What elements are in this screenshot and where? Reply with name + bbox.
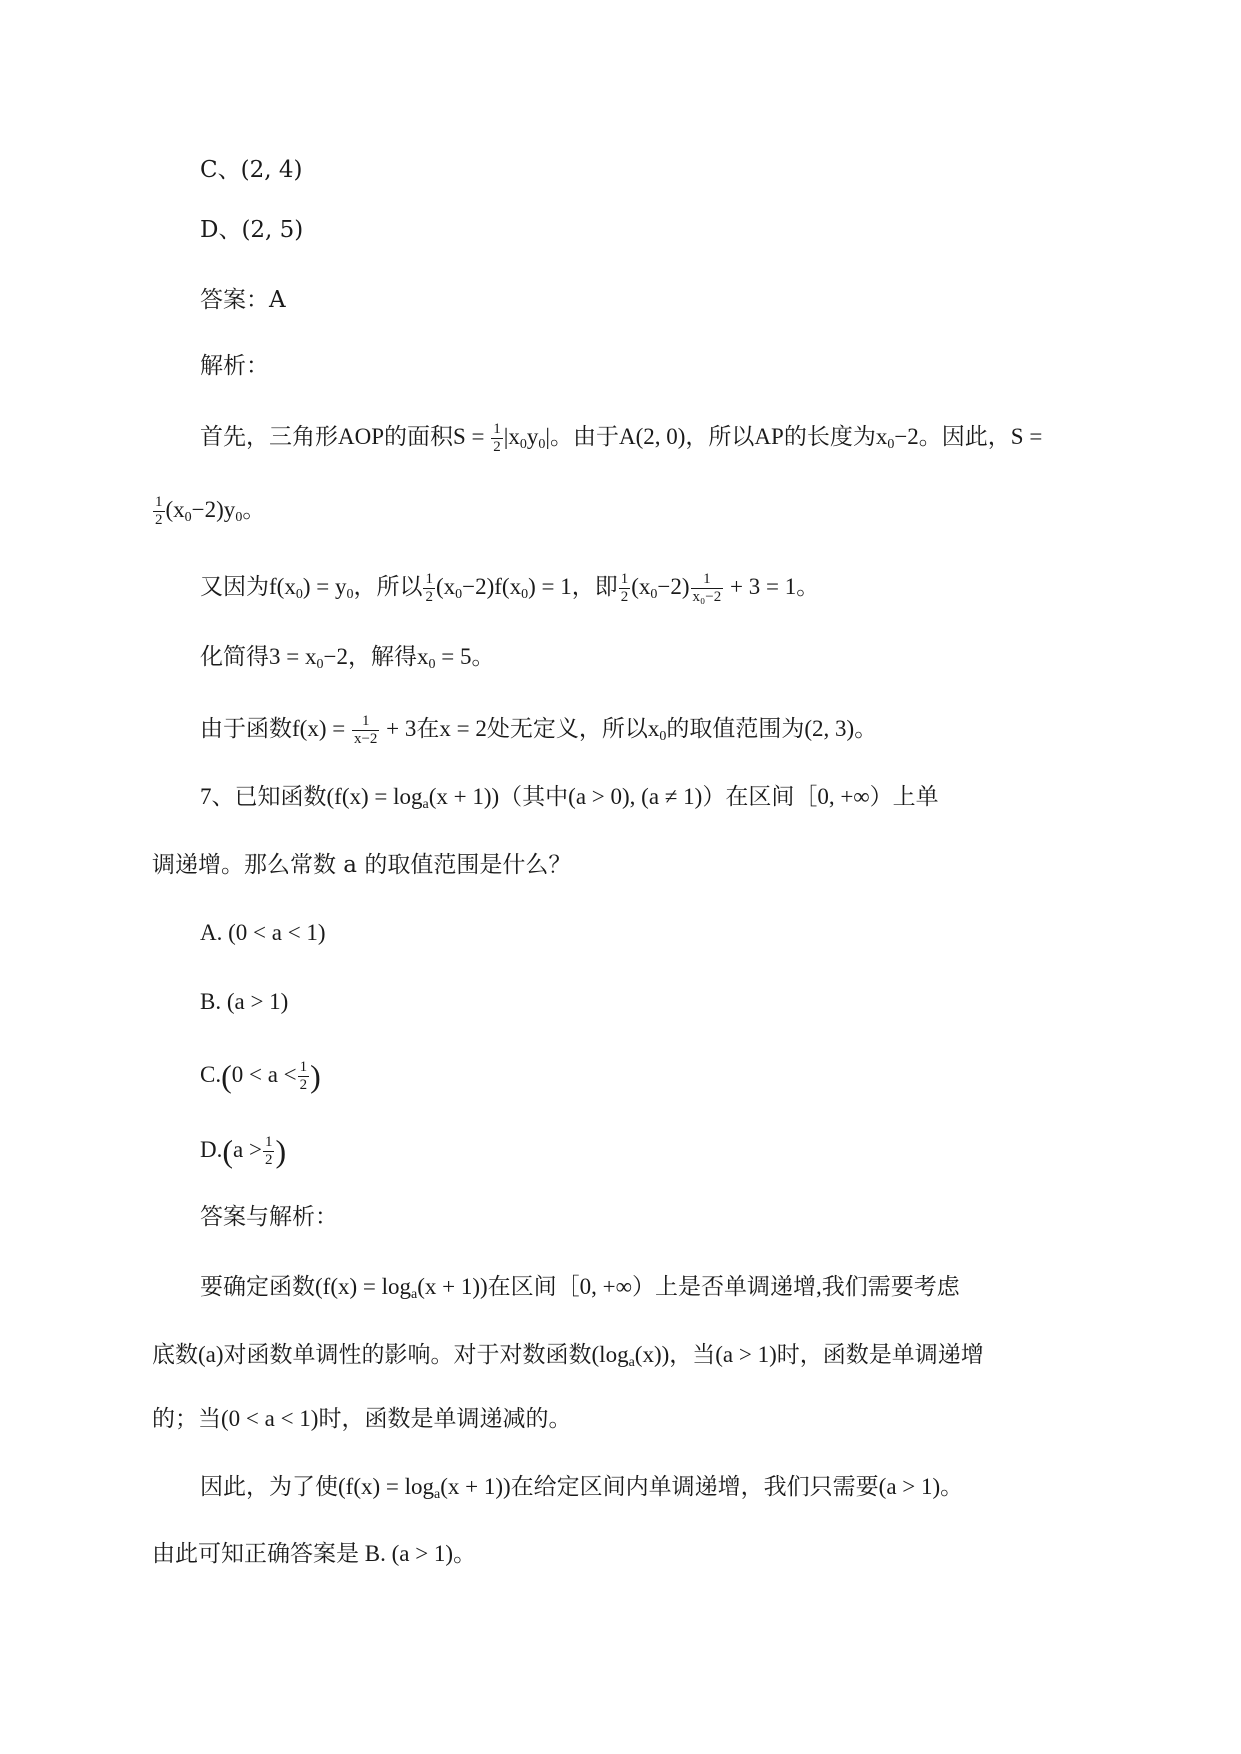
explanation-line-2: 底数(a)对函数单调性的影响。对于对数函数$(\log_a(x))$，当(a > 1)时，函数是单调递增 [152,1342,984,1370]
analysis-label: 解析： [200,353,269,379]
option-d: D.(a > $\frac{1}{2}$ ) [200,1133,287,1169]
option-a: A. (0 < a < 1) [200,920,326,945]
conclusion-line-2: 由此可知正确答案是 B. (a > 1)。 [152,1541,477,1566]
fraction: $\frac{1}{2}$ [155,494,163,529]
solution-line-4: 化简得$3 = x_0-2$，解得$x_0 = 5$。 [200,644,495,672]
option-b: B. (a > 1) [200,989,289,1014]
answer-previous: 答案：A [200,287,286,313]
fraction: $\frac{1}{2}$ [299,1059,308,1094]
fraction: $\frac{1}{2}$ [264,1134,273,1169]
fraction: $\frac{1}{2}$ [620,571,629,606]
explanation-line-1: 要确定函数$(f(x) = \log_a(x + 1))$在区间［0, +∞）上是否单调递增,我们需要考虑 [200,1274,960,1302]
option-c: C.(0 < a < $\frac{1}{2}$ ) [200,1058,321,1094]
fraction: $\frac{1}{2}$ [425,571,433,606]
explanation-line-3: 的；当(0 < a < 1)时，函数是单调递减的。 [152,1406,572,1431]
fraction: $\frac{1}{2}$ [493,421,501,456]
question-7-line-1: 7、已知函数$(f(x) = \log_a(x + 1))$（其中(a > 0), (a ≠ 1)）在区间［0, +∞）上单 [200,784,939,812]
fraction: $\frac{1}{x-2}$ [353,713,378,748]
solution-line-3: 又因为$f(x_0) = y_0$，所以 $\frac{1}{2}$ $(x_0-2)f(x_0) = 1$，即 $\frac{1}{2}$ $(x_0-2)$ $\frac{1}{\text{x₀−2}}$ + 3 = 1。 [200,571,820,606]
conclusion-line-1: 因此，为了使$(f(x) = \log_a(x + 1))$在给定区间内单调递增，我们只需要(a > 1)。 [200,1474,964,1502]
solution-line-5: 由于函数f(x) = $\frac{1}{x-2}$ + 3在x = 2处无定义，所以$x_0$的取值范围为(2, 3)。 [200,713,878,748]
option-d-previous: D、(2, 5) [200,217,304,243]
solution-line-1: 首先，三角形AOP的面积S = $\frac{1}{2}$ $|x_0y_0|$。由于A(2, 0)，所以AP的长度为$x_0-2$。因此，S = [200,421,1043,456]
option-c-previous: C、(2, 4) [200,157,303,183]
fraction: $\frac{1}{\text{x₀−2}}$ [692,571,722,606]
question-7-line-2: 调递增。那么常数 a 的取值范围是什么？ [152,852,572,878]
answer-label: 答案与解析： [200,1204,338,1230]
solution-line-2: $\frac{1}{2}$ $(x_0-2)y_0$。 [155,494,266,529]
